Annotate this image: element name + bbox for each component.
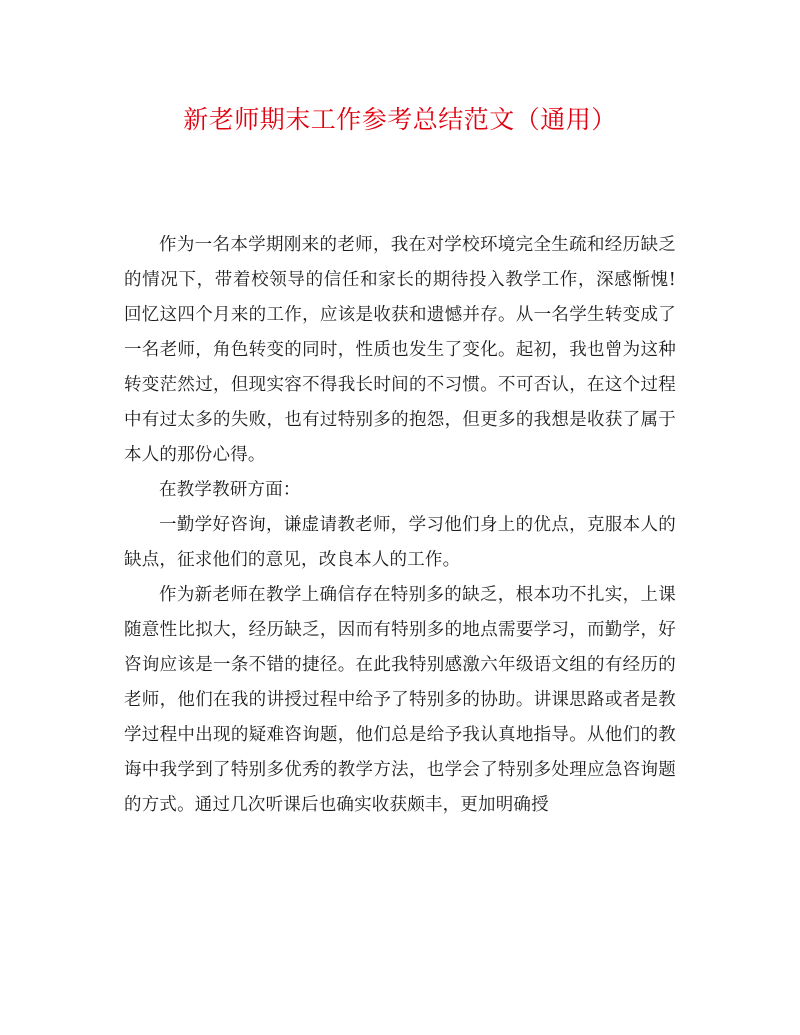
document-title: 新老师期末工作参考总结范文（通用） <box>183 105 617 134</box>
document-body <box>124 228 676 823</box>
paragraph: 在教学教研方面： <box>159 480 301 500</box>
paragraph: 作为一名本学期刚来的老师，我在对学校环境完全生疏和经历缺乏的情况下，带着校领导的信任和家长的期待投入教学工作，深感惭愧!回忆这四个月来的工作，应该是收获和遗憾并存。从一名学生转变成了一名老师，角色转变的同时，性质也发生了变化。起初，我也曾为这种转变茫然过，但现实容不得我长时间的不习惯。不可否认，在这个过程中有过太多的失败，也有过特别多的抱怨，但更多的我想是收获了属于本人的那份心得。 <box>124 235 676 465</box>
paragraph: 作为新老师在教学上确信存在特别多的缺乏，根本功不扎实，上课随意性比拟大，经历缺乏，因而有特别多的地点需要学习，而勤学，好咨询应该是一条不错的捷径。在此我特别感激六年级语文组的有经历的老师，他们在我的讲授过程中给予了特别多的协助。讲课思路或者是教学过程中出现的疑难咨询题，他们总是给予我认真地指导。从他们的教诲中我学到了特别多优秀的教学方法，也学会了特别多处理应急咨询题的方式。通过几次听课后也确实收获颇丰，更加明确授 <box>124 585 676 815</box>
paragraph: 一勤学好咨询，谦虚请教老师，学习他们身上的优点，克服本人的缺点，征求他们的意见，改良本人的工作。 <box>124 515 676 570</box>
